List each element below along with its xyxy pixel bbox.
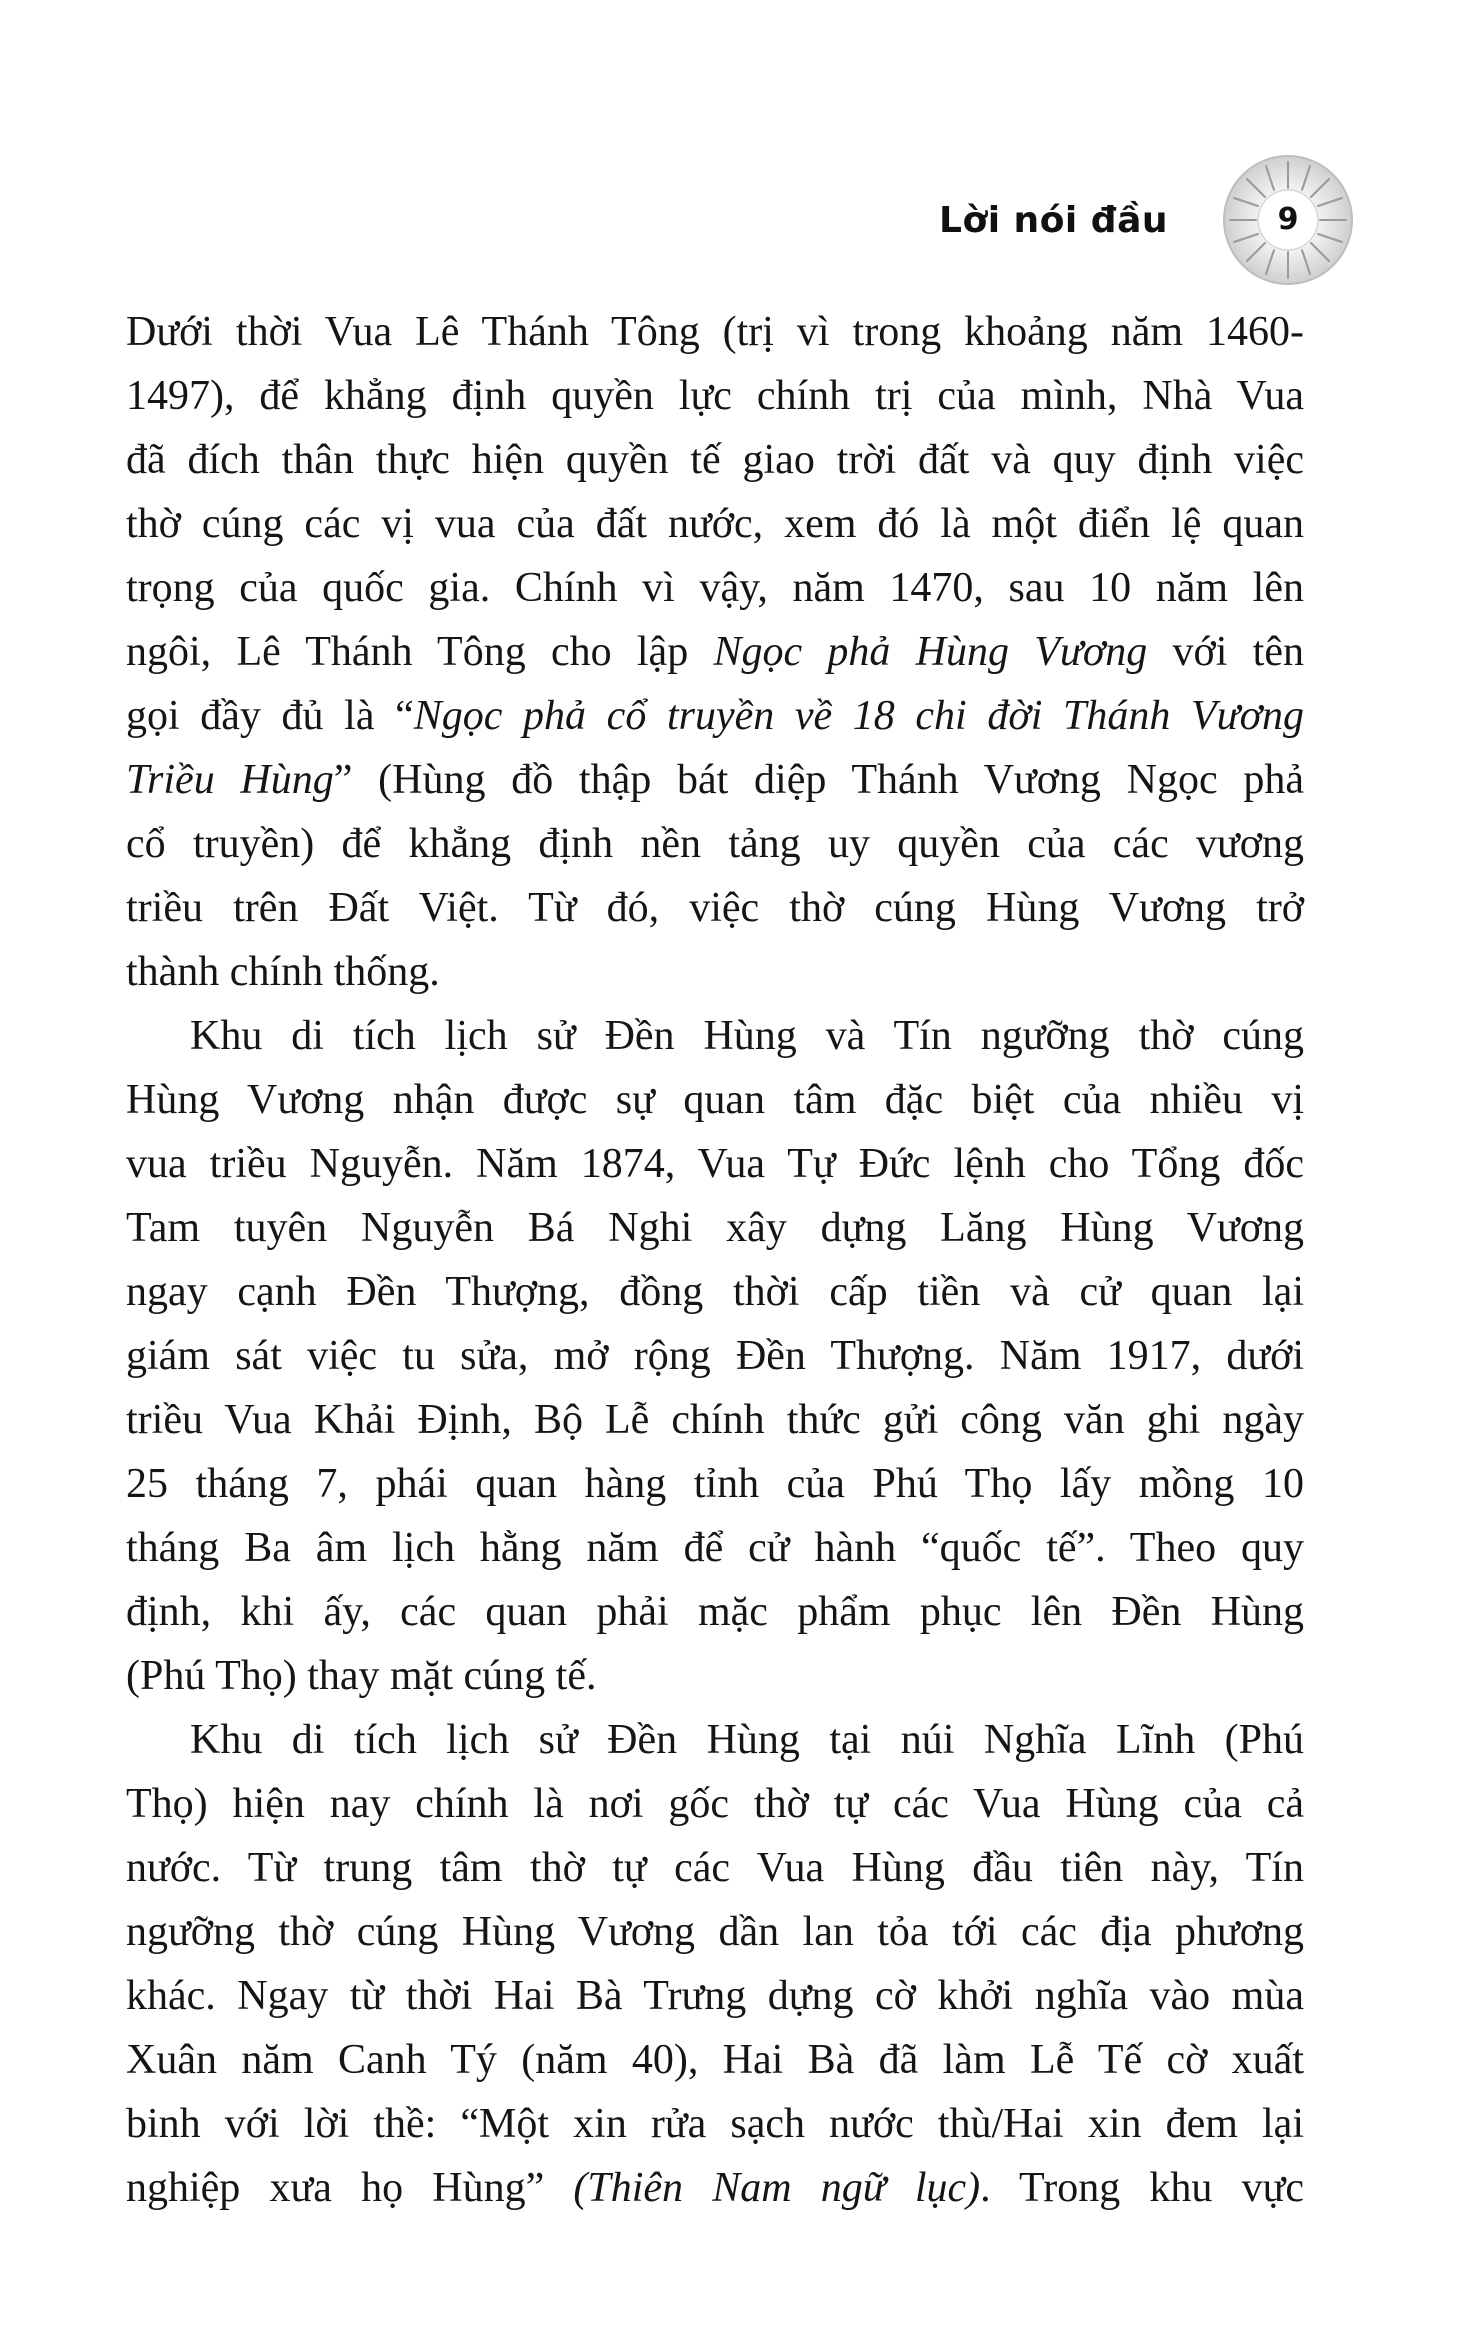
page-number: 9 bbox=[1277, 202, 1299, 237]
paragraph-3 bbox=[126, 1708, 1304, 2220]
text-run: ” (Hùng đồ thập bát diệp Thánh Vương Ngọc phả bbox=[333, 757, 1304, 803]
text-line bbox=[126, 2156, 1304, 2220]
italic-title: (Thiên Nam ngữ lục) bbox=[573, 2165, 981, 2211]
text-line: Hùng Vương nhận được sự quan tâm đặc biệt của nhiều vị bbox=[126, 1077, 1304, 1123]
text-line: nước. Từ trung tâm thờ tự các Vua Hùng đầu tiên này, Tín bbox=[126, 1845, 1304, 1891]
text-line: binh với lời thề: “Một xin rửa sạch nước thù/Hai xin đem lại bbox=[126, 2101, 1304, 2147]
text-line: Dưới thời Vua Lê Thánh Tông (trị vì trong khoảng năm 1460- bbox=[126, 309, 1304, 355]
text-line bbox=[126, 748, 1304, 812]
italic-title: Triều Hùng bbox=[126, 757, 334, 803]
italic-title: Ngọc phả cổ truyền về 18 chi đời Thánh Vương bbox=[413, 693, 1304, 739]
text-run: gọi đầy đủ là “ bbox=[126, 693, 414, 739]
text-line: vua triều Nguyễn. Năm 1874, Vua Tự Đức lệnh cho Tổng đốc bbox=[126, 1141, 1304, 1187]
text-line: cổ truyền) để khẳng định nền tảng uy quyền của các vương bbox=[126, 821, 1304, 867]
chapter-title: Lời nói đầu bbox=[939, 199, 1168, 241]
text-line: Khu di tích lịch sử Đền Hùng và Tín ngưỡng thờ cúng bbox=[190, 1013, 1304, 1059]
text-line: thờ cúng các vị vua của đất nước, xem đó là một điển lệ quan bbox=[126, 501, 1304, 547]
text-line: Thọ) hiện nay chính là nơi gốc thờ tự các Vua Hùng của cả bbox=[126, 1781, 1304, 1827]
text-run: với tên bbox=[1147, 629, 1304, 675]
body-text bbox=[126, 300, 1304, 2220]
text-run: . Trong khu vực bbox=[980, 2165, 1304, 2211]
text-line: ngay cạnh Đền Thượng, đồng thời cấp tiền và cử quan lại bbox=[126, 1269, 1304, 1315]
text-line: khác. Ngay từ thời Hai Bà Trưng dựng cờ khởi nghĩa vào mùa bbox=[126, 1973, 1304, 2019]
text-line: triều trên Đất Việt. Từ đó, việc thờ cúng Hùng Vương trở bbox=[126, 885, 1304, 931]
text-line: Khu di tích lịch sử Đền Hùng tại núi Nghĩa Lĩnh (Phú bbox=[190, 1717, 1304, 1763]
text-run: ngôi, Lê Thánh Tông cho lập bbox=[126, 629, 714, 675]
text-line: (Phú Thọ) thay mặt cúng tế. bbox=[126, 1653, 597, 1699]
text-line: định, khi ấy, các quan phải mặc phẩm phục lên Đền Hùng bbox=[126, 1589, 1304, 1635]
text-line: thành chính thống. bbox=[126, 949, 440, 995]
text-line bbox=[126, 620, 1304, 684]
text-line: tháng Ba âm lịch hằng năm để cử hành “quốc tế”. Theo quy bbox=[126, 1525, 1304, 1571]
paragraph-1 bbox=[126, 300, 1304, 1004]
text-line: trọng của quốc gia. Chính vì vậy, năm 1470, sau 10 năm lên bbox=[126, 565, 1304, 611]
running-header bbox=[939, 140, 1362, 300]
text-line: giám sát việc tu sửa, mở rộng Đền Thượng. Năm 1917, dưới bbox=[126, 1333, 1304, 1379]
text-line: đã đích thân thực hiện quyền tế giao trời đất và quy định việc bbox=[126, 437, 1304, 483]
paragraph-2 bbox=[126, 1004, 1304, 1708]
text-line: ngưỡng thờ cúng Hùng Vương dần lan tỏa tới các địa phương bbox=[126, 1909, 1304, 1955]
italic-title: Ngọc phả Hùng Vương bbox=[713, 629, 1148, 675]
page-number-badge bbox=[1214, 146, 1362, 294]
text-line: Tam tuyên Nguyễn Bá Nghi xây dựng Lăng Hùng Vương bbox=[126, 1205, 1304, 1251]
text-line bbox=[126, 684, 1304, 748]
text-line: triều Vua Khải Định, Bộ Lễ chính thức gửi công văn ghi ngày bbox=[126, 1397, 1304, 1443]
text-run: nghiệp xưa họ Hùng” bbox=[126, 2165, 574, 2211]
text-line: 25 tháng 7, phái quan hàng tỉnh của Phú Thọ lấy mồng 10 bbox=[126, 1461, 1304, 1507]
text-line: Xuân năm Canh Tý (năm 40), Hai Bà đã làm Lễ Tế cờ xuất bbox=[126, 2037, 1304, 2083]
text-line: 1497), để khẳng định quyền lực chính trị của mình, Nhà Vua bbox=[126, 373, 1304, 419]
